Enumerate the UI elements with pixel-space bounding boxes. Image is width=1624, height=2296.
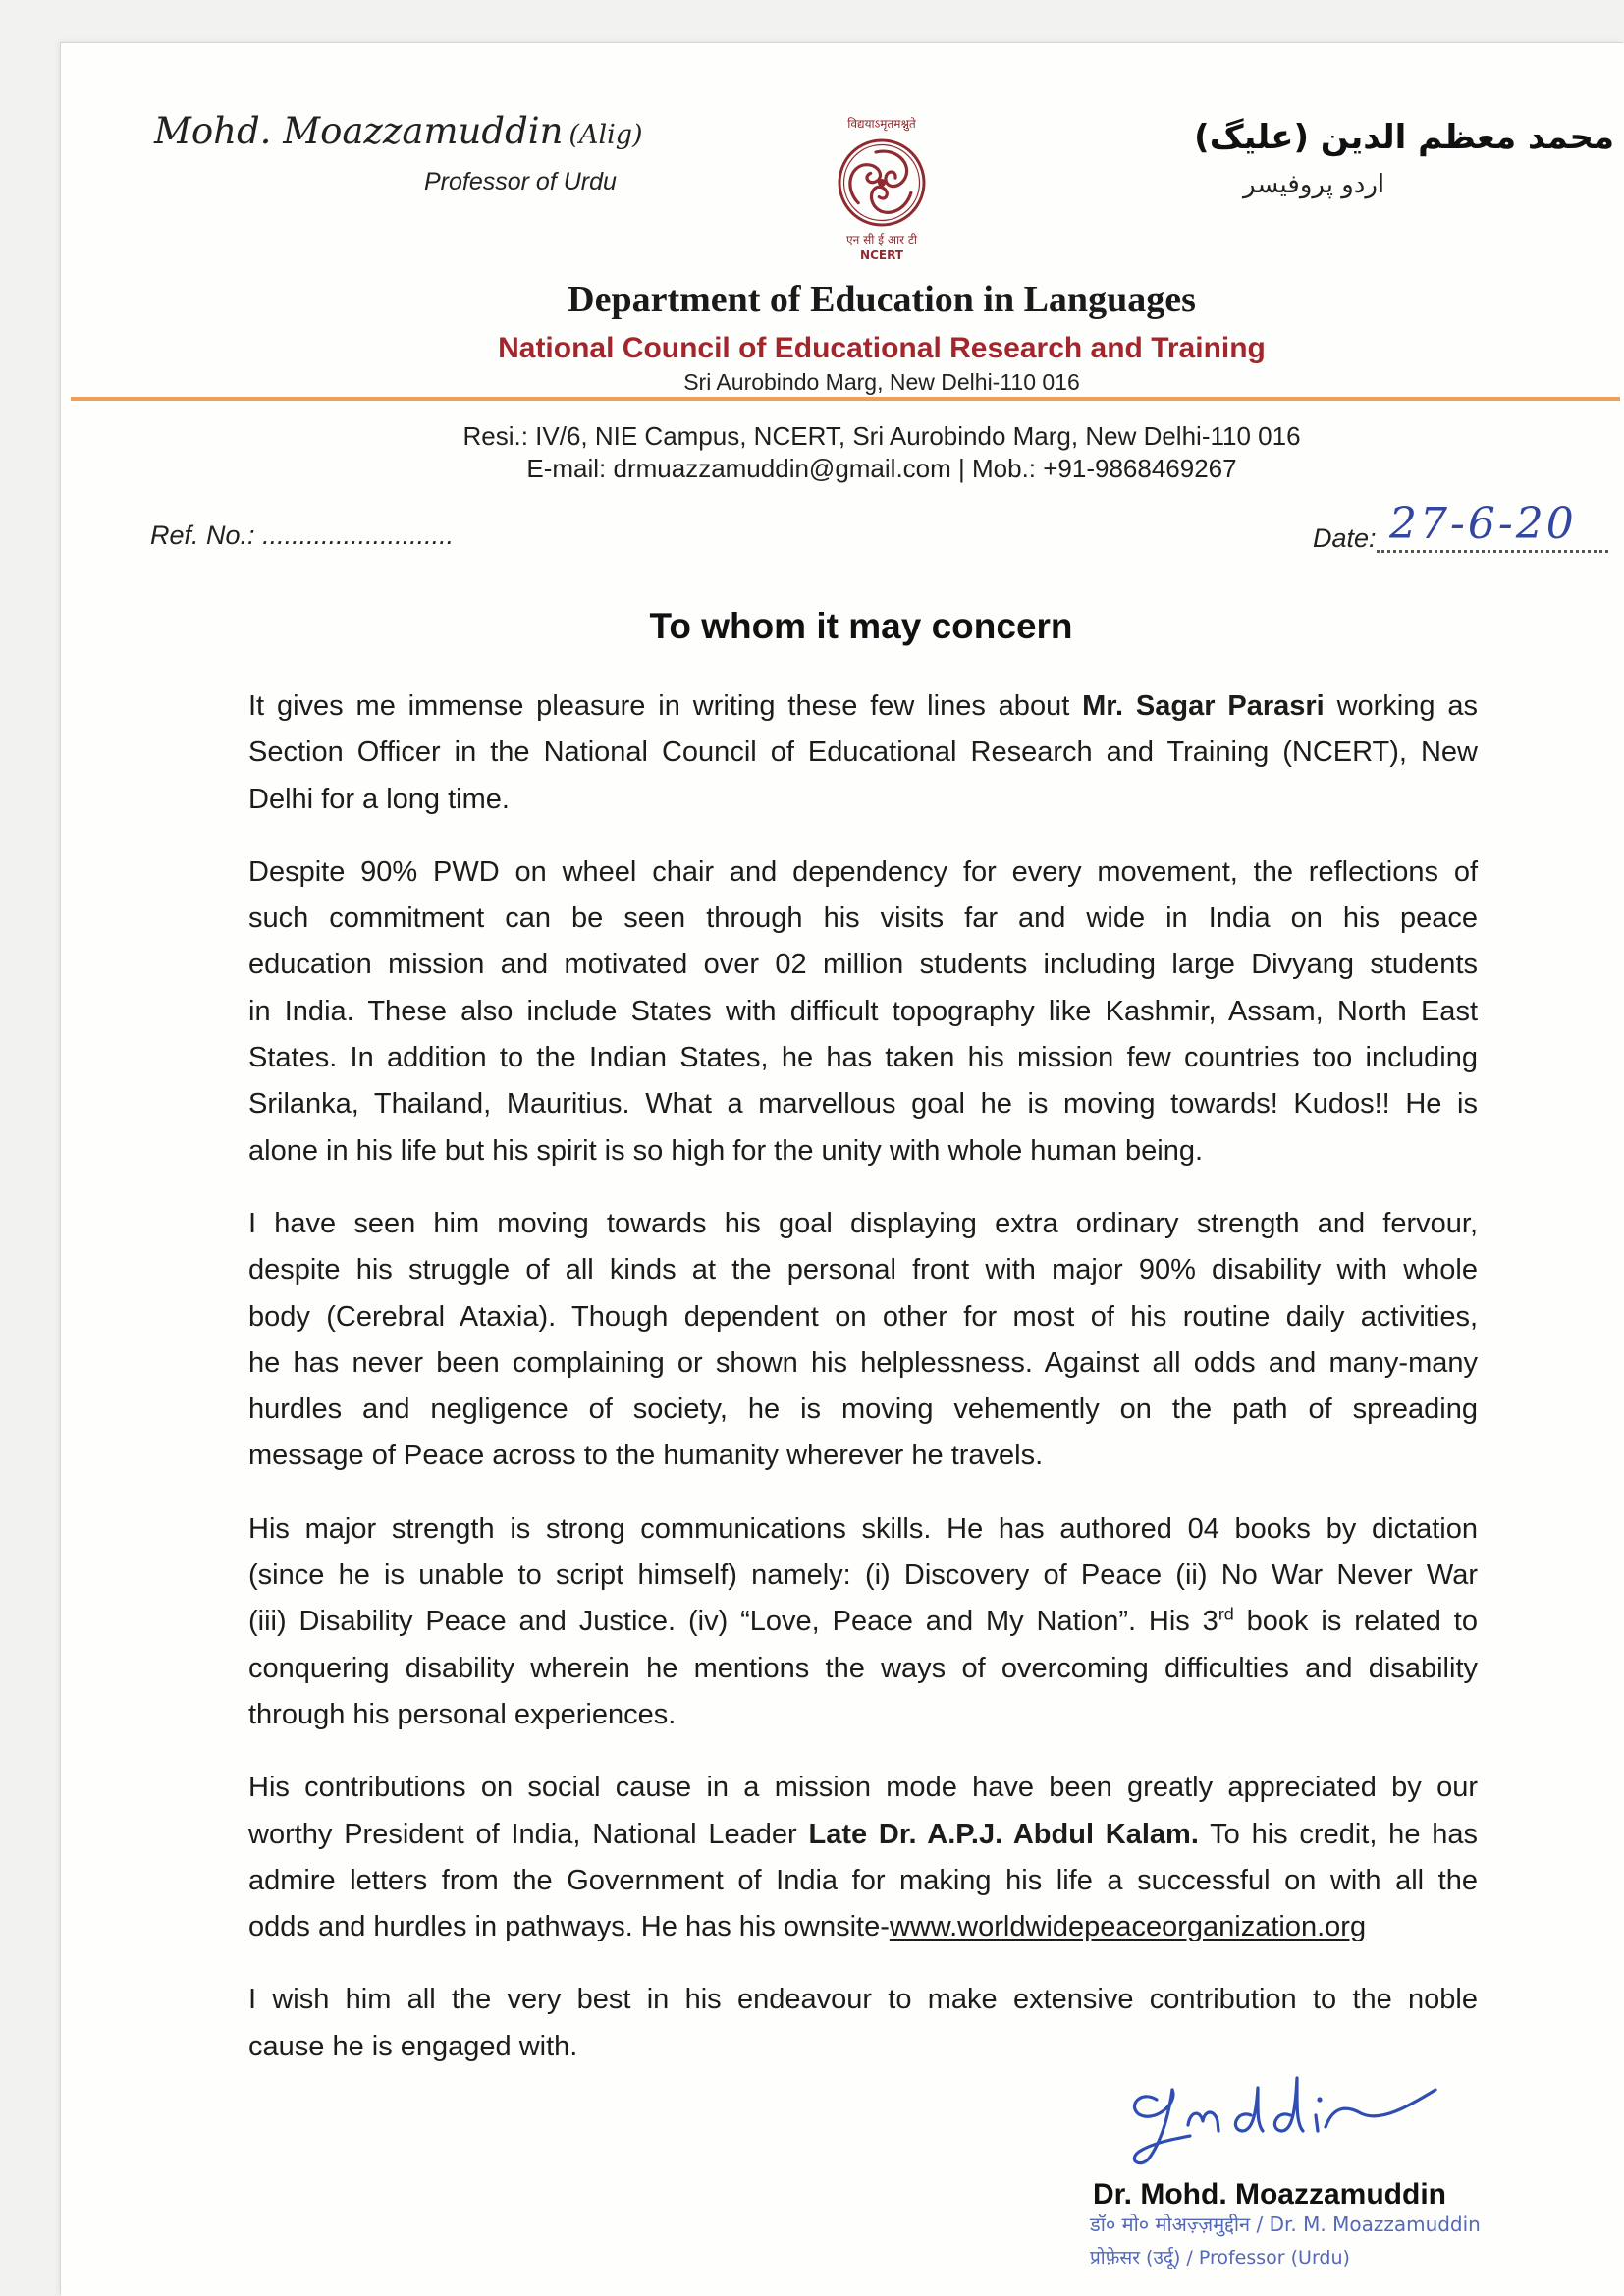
- letter-body: [248, 683, 1478, 2097]
- name-english: Mohd. Moazzamuddin: [154, 110, 564, 152]
- body-line: States. In addition to the Indian States, he has taken his mission few countries too including: [248, 1042, 1478, 1074]
- body-line: message of Peace across to the humanity wherever he travels.: [248, 1440, 1044, 1472]
- name-suffix: (Alig): [568, 120, 643, 150]
- reference-label: Ref. No.:: [150, 520, 255, 550]
- website-link[interactable]: www.worldwidepeaceorganization.org: [889, 1911, 1367, 1943]
- body-line: Delhi for a long time.: [248, 783, 510, 815]
- body-paragraph: [248, 683, 1478, 823]
- body-line: His major strength is strong communications skills. He has authored 04 books by dictation: [248, 1512, 1478, 1545]
- designation-urdu: اردو پروفیسر: [1243, 170, 1385, 199]
- body-line: he has never been complaining or shown his helplessness. Against all odds and many-many: [248, 1346, 1478, 1379]
- department-title: Department of Education in Languages: [568, 279, 1196, 320]
- contact-details: E-mail: drmuazzamuddin@gmail.com | Mob.: +91-9868469267: [526, 454, 1237, 483]
- bold-text: Mr. Sagar Parasri: [1082, 690, 1325, 722]
- body-line: Despite 90% PWD on wheel chair and dependency for every movement, the reflections of: [248, 855, 1478, 888]
- ncert-emblem-icon: [835, 136, 929, 230]
- body-line: through his personal experiences.: [248, 1698, 677, 1730]
- body-line: I have seen him moving towards his goal displaying extra ordinary strength and fervour,: [248, 1207, 1478, 1239]
- signatory-name: Dr. Mohd. Moazzamuddin: [1093, 2178, 1446, 2211]
- designation-english: Professor of Urdu: [424, 168, 617, 195]
- body-line: education mission and motivated over 02 million students including large Divyang students: [248, 949, 1478, 981]
- text-segment: To his credit, he has: [1198, 1818, 1478, 1850]
- bold-text: Late Dr. A.P.J. Abdul Kalam.: [808, 1818, 1199, 1850]
- body-line: despite his struggle of all kinds at the personal front with major 90% disability with whole: [248, 1254, 1478, 1286]
- emblem-name-hindi: एन सी ई आर टी: [846, 233, 917, 246]
- residence-address: Resi.: IV/6, NIE Campus, NCERT, Sri Aurobindo Marg, New Delhi-110 016: [462, 421, 1301, 451]
- body-paragraph: [248, 849, 1478, 1175]
- body-paragraph: [248, 1765, 1478, 1950]
- reference-number: [150, 519, 454, 552]
- date-dotted-line: [1377, 550, 1608, 553]
- body-line: cause he is engaged with.: [248, 2030, 578, 2062]
- emblem-name-english: NCERT: [860, 248, 903, 262]
- stamp-designation: प्रोफ़ेसर (उर्दू) / Professor (Urdu): [1090, 2247, 1350, 2269]
- ordinal-suffix: rd: [1218, 1604, 1234, 1624]
- letterhead-name-urdu: محمد معظم الدین (علیگ): [1194, 118, 1614, 157]
- body-line: body (Cerebral Ataxia). Though dependent on other for most of his routine daily activities,: [248, 1300, 1478, 1333]
- date-label: Date:: [1313, 523, 1377, 553]
- body-line: Section Officer in the National Council of Educational Research and Training (NCERT), New: [248, 737, 1478, 769]
- body-line: [248, 1904, 1478, 1950]
- body-paragraph: [248, 1201, 1478, 1480]
- body-line: [248, 1812, 1478, 1858]
- body-line: His contributions on social cause in a mission mode have been greatly appreciated by our: [248, 1772, 1478, 1804]
- council-title: National Council of Educational Research and Training: [498, 332, 1266, 364]
- body-line: [248, 1599, 1478, 1645]
- text-segment: worthy President of India, National Leader: [248, 1818, 809, 1850]
- body-line: such commitment can be seen through his visits far and wide in India on his peace: [248, 902, 1478, 935]
- reference-dots: ..........................: [262, 520, 455, 550]
- body-line: hurdles and negligence of society, he is moving vehemently on the path of spreading: [248, 1394, 1478, 1426]
- letter-heading: To whom it may concern: [649, 606, 1073, 646]
- text-segment: odds and hurdles in pathways. He has his ownsite-: [248, 1911, 890, 1943]
- emblem-motto: विद्ययाऽमृतमश्नुते: [847, 117, 916, 131]
- council-address: Sri Aurobindo Marg, New Delhi-110 016: [683, 369, 1080, 395]
- body-line: alone in his life but his spirit is so high for the unity with whole human being.: [248, 1134, 1204, 1167]
- body-paragraph: [248, 1506, 1478, 1738]
- handwritten-signature: [1119, 2060, 1453, 2178]
- body-line: in India. These also include States with difficult topography like Kashmir, Assam, North East: [248, 995, 1478, 1027]
- body-line: (since he is unable to script himself) namely: (i) Discovery of Peace (ii) No War Never War: [248, 1559, 1478, 1592]
- letterhead-divider: [71, 397, 1620, 401]
- body-line: [248, 683, 1478, 730]
- text-segment: (iii) Disability Peace and Justice. (iv) “Love, Peace and My Nation”. His 3: [248, 1606, 1218, 1638]
- body-line: Srilanka, Thailand, Mauritius. What a marvellous goal he is moving towards! Kudos!! He is: [248, 1088, 1478, 1121]
- letterhead-name-english: [154, 110, 643, 157]
- handwritten-date: 27-6-20: [1389, 499, 1577, 549]
- body-paragraph: [248, 1977, 1478, 2070]
- body-line: I wish him all the very best in his endeavour to make extensive contribution to the noble: [248, 1984, 1478, 2016]
- body-line: conquering disability wherein he mentions the ways of overcoming difficulties and disability: [248, 1652, 1478, 1684]
- stamp-name: डॉ० मो० मोअज़्ज़मुद्दीन / Dr. M. Moazzamuddin: [1090, 2213, 1481, 2236]
- text-segment: book is related to: [1233, 1606, 1478, 1638]
- body-line: admire letters from the Government of India for making his life a successful on with all the: [248, 1864, 1478, 1896]
- text-segment: working as: [1324, 690, 1478, 722]
- text-segment: It gives me immense pleasure in writing these few lines about: [248, 690, 1083, 722]
